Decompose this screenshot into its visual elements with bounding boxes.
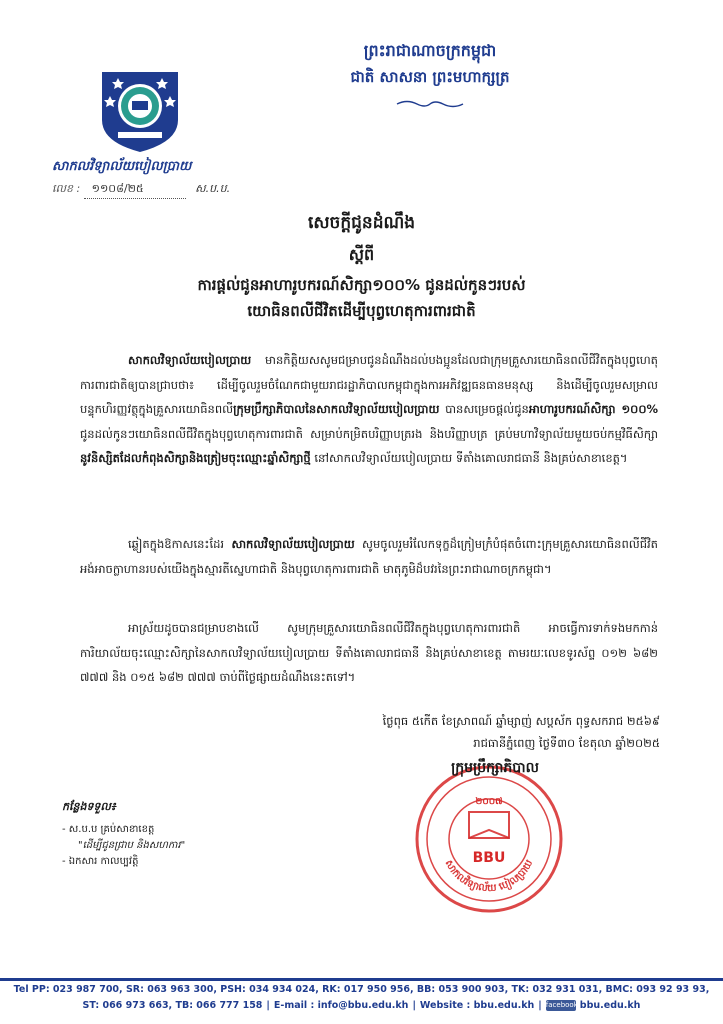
reference-value: ១១០៨/២៥ [84, 182, 186, 199]
facebook-icon: facebook [545, 1001, 578, 1009]
university-logo [98, 68, 182, 154]
p1-scholarship: អាហារូបករណ៍សិក្សា ១០០% [528, 402, 658, 416]
university-name: សាកលវិទ្យាល័យបៀលប្រាយ [52, 159, 192, 174]
recipient-1: - ស.ប.ប គ្រប់សាខាខេត្ត [62, 824, 155, 835]
p1-university: សាកលវិទ្យាល័យបៀលប្រាយ [128, 353, 252, 367]
footer-email[interactable]: E-mail : info@bbu.edu.kh [273, 1000, 409, 1011]
solar-date: រាជធានីភ្នំពេញ ថ្ងៃទី៣០ ខែតុលា ឆ្នាំ២០២៥ [473, 736, 660, 750]
signer-title: ក្រុមប្រឹក្សាភិបាល [451, 760, 539, 776]
paragraph-2 [80, 532, 658, 581]
recipient-2: - ឯកសារ កាលប្បវត្តិ [62, 856, 139, 867]
subject-line-1: ការផ្តល់ជូនអាហារូបករណ៍សិក្សា១០០% ជូនដល់កូនៗរបស់ [197, 276, 526, 294]
footer-phones-2: ST: 066 973 663, TB: 066 777 158 [82, 1000, 263, 1011]
p1-text-1: មានកិត្តិយសសូមជម្រាបជូនដំណឹងដល់បងប្អូនដែលជាក្រុមគ្រួសារយោធិនពលីជីវិតក្នុងបុព្វហេតុការពារជាតិឲ្យបានជ្រាបថា៖ ដើម្បីចូលរួមចំណែកជាមួយរាជរដ្ឋាភិបាលកម្ពុជាក្នុងការអភិវឌ្ឍធនធានមនុស្ស និងដើម្បីចូលរួមសម្រាលបន្ទុកហិរញ្ញវត្ថុក្នុងគ្រួសារយោធិនពលី [80, 353, 658, 416]
official-seal [414, 764, 564, 914]
p1-text-2: បានសម្រេចផ្តល់ជូន [439, 402, 529, 416]
paragraph-3 [80, 616, 658, 690]
footer-website[interactable]: Website : bbu.edu.kh [419, 1000, 535, 1011]
reference-code: ស.ប.ប. [195, 182, 231, 195]
p1-board: ក្រុមប្រឹក្សាភិបាលនៃសាកលវិទ្យាល័យបៀលប្រាយ [233, 402, 440, 416]
lunar-date: ថ្ងៃពុធ ៥កើត ខែស្រាពណ៍ ឆ្នាំម្សាញ់ សប្តស័ក ពុទ្ធសករាជ ២៥៦៩ [382, 714, 660, 728]
footer-divider [0, 978, 723, 981]
p1-students: នូវនិស្សិតដែលកំពុងសិក្សានិងត្រៀមចុះឈ្មោះឆ្នាំសិក្សាថ្មី [80, 451, 311, 465]
p2-text-2: សូមចូលរួមរំលែកទុក្ខដ៏ក្រៀមក្រំបំផុតចំពោះក្រុមគ្រួសារយោធិនពលីជីវិតអង់អាចក្លាហានរបស់យើងក្នុងស្មារតីស្នេហាជាតិ និងបុព្វហេតុការពារជាតិ មាតុភូមិដ៏បវរនៃព្រះរាជាណាចក្រកម្ពុជា។ [80, 537, 658, 576]
subject-line-2: យោធិនពលីជីវិតដើម្បីបុព្វហេតុការពារជាតិ [247, 302, 476, 320]
announcement-title: សេចក្តីជូនដំណឹង [307, 213, 416, 233]
p3-text: អាស្រ័យដូចបានជម្រាបខាងលើ សូមក្រុមគ្រួសារយោធិនពលីជីវិតក្នុងបុព្វហេតុការពារជាតិ អាចធ្វើការទាក់ទងមកកាន់ការិយាល័យចុះឈ្មោះសិក្សានៃសាកលវិទ្យាល័យបៀលប្រាយ ទីតាំងគោលរាជធានី និងគ្រប់សាខាខេត្ត តាមរយៈលេខទូរស័ព្ទ ០១២ ៦៨២ ៧៧៧ និង ០១៥ ៦៨២ ៧៧៧ ចាប់ពីថ្ងៃផ្សាយដំណឹងនេះតទៅ។ [80, 621, 658, 684]
seal-abbreviation: BBU [472, 850, 506, 866]
footer-facebook[interactable]: bbu.edu.kh [579, 1000, 641, 1011]
seal-year: ២០០៧ [475, 797, 503, 807]
recipient-1-note: "ដើម្បីជូនជ្រាប និងសហការ" [78, 840, 186, 851]
seal-ring-text: សាកលវិទ្យាល័យ បៀលប្រាយ [442, 858, 536, 895]
footer-contacts: ST: 066 973 663, TB: 066 777 158 | E-mail : info@bbu.edu.kh | Website : bbu.edu.kh | facebook bbu.edu.kh [82, 1000, 641, 1011]
announcement-subject-label: ស្តីពី [348, 245, 375, 264]
reference-number [52, 182, 252, 199]
recipients-title: កន្លែងទទួល៖ [62, 800, 116, 813]
p2-university: សាកលវិទ្យាល័យបៀលប្រាយ [231, 537, 355, 551]
kingdom-title: ព្រះរាជាណាចក្រកម្ពុជា [363, 41, 497, 60]
footer-phones: Tel PP: 023 987 700, SR: 063 963 300, PSH: 034 934 024, RK: 017 950 956, BB: 053 900 903, TK: 032 931 031, BMC: 093 92 93 93, [13, 984, 710, 995]
p1-text-3: ជូនដល់កូនៗយោធិនពលីជីវិតក្នុងបុព្វហេតុការពារជាតិ សម្រាប់កម្រិតបរិញ្ញាបត្ររង និងបរិញ្ញាបត្រ គ្រប់មហាវិទ្យាល័យមួយចប់កម្មវិធីសិក្សា [80, 426, 658, 441]
paragraph-1 [80, 348, 658, 471]
p1-text-4: នៅសាកលវិទ្យាល័យបៀលប្រាយ ទីតាំងគោលរាជធានី និងគ្រប់សាខាខេត្ត។ [310, 451, 628, 465]
announcement-subject [80, 272, 643, 324]
p2-text-1: ឆ្លៀតក្នុងឱកាសនេះដែរ [128, 537, 232, 551]
ornament-divider [395, 94, 465, 104]
national-motto: ជាតិ សាសនា ព្រះមហាក្សត្រ [350, 68, 510, 86]
reference-label: លេខ : [52, 182, 81, 195]
